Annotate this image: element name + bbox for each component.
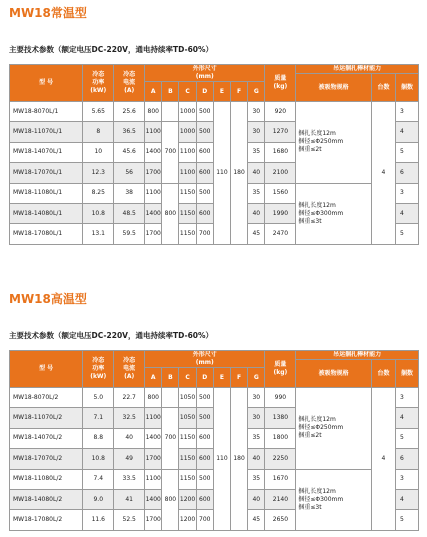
header-mass-line: 质量: [274, 75, 287, 82]
cell-lift-note: [296, 183, 372, 244]
cell-bundles: 4: [395, 122, 418, 142]
cell-mass: 920: [265, 102, 296, 122]
cell-mass: 1560: [265, 183, 296, 203]
cell-model: MW18-8070L/1: [10, 102, 83, 122]
cell-dim-c: 1100: [179, 163, 196, 183]
cell-power: 7.4: [83, 469, 114, 489]
cell-dim-g: 30: [248, 102, 265, 122]
cell-power: 11.6: [83, 510, 114, 530]
cell-model: MW18-17070L/2: [10, 449, 83, 469]
cell-dim-d: 700: [196, 510, 213, 530]
lift-note-line: 捆扎长度12m: [298, 487, 336, 495]
cell-power: 8.8: [83, 428, 114, 448]
cell-dim-a: 800: [145, 102, 162, 122]
header-mass-line: (kg): [273, 83, 288, 90]
cell-dim-c: 1150: [179, 224, 196, 244]
cell-dim-c: 1150: [179, 449, 196, 469]
cell-model: MW18-11080L/1: [10, 183, 83, 203]
cell-dim-d: 600: [196, 449, 213, 469]
cell-dim-a: 1700: [145, 163, 162, 183]
header-dimensions: [145, 351, 265, 368]
header-dim-g: G: [248, 368, 265, 388]
cell-model: MW18-8070L/2: [10, 388, 83, 408]
cell-current: 41: [114, 489, 145, 509]
lift-note-line: 捆重≤2t: [298, 432, 322, 440]
lift-note-line: 捆径≤Φ300mm: [298, 209, 344, 217]
cell-dim-a: 1100: [145, 408, 162, 428]
section-subtitle: 主要技术参数（额定电压DC-220V，通电持续率TD-60%）: [9, 45, 214, 54]
header-lift-group: [296, 65, 419, 74]
lift-note-line: 捆径≤Φ300mm: [298, 495, 344, 503]
header-current-line: 冷态: [123, 71, 136, 78]
header-dimensions-line: (mm): [195, 359, 214, 366]
cell-mass: 1680: [265, 142, 296, 162]
cell-dim-b: [162, 102, 179, 122]
cell-model: MW18-14080L/2: [10, 489, 83, 509]
cell-current: 52.5: [114, 510, 145, 530]
header-power-line: 功率: [92, 79, 105, 86]
cell-dim-g: 40: [248, 449, 265, 469]
cell-dim-a: 1100: [145, 469, 162, 489]
cell-current: 32.5: [114, 408, 145, 428]
cell-bundles: 4: [395, 408, 418, 428]
cell-lift-note: [296, 102, 372, 184]
cell-dim-f: 180: [231, 102, 248, 245]
header-lift-count-label: 台数: [377, 83, 390, 91]
cell-dim-b: 800: [162, 469, 179, 530]
table-row: [10, 102, 419, 122]
cell-bundles: 5: [395, 510, 418, 530]
header-lift-bundles: [395, 360, 418, 388]
cell-dim-g: 35: [248, 142, 265, 162]
cell-current: 25.6: [114, 102, 145, 122]
cell-dim-a: 1400: [145, 428, 162, 448]
section-title: MW18高温型: [9, 292, 87, 306]
cell-dim-g: 40: [248, 203, 265, 223]
header-dim-e: E: [213, 82, 230, 102]
cell-dim-g: 40: [248, 163, 265, 183]
header-current-line: (A): [124, 373, 135, 380]
header-mass: [265, 65, 296, 102]
cell-dim-a: 1400: [145, 142, 162, 162]
section-subtitle: 主要技术参数（额定电压DC-220V，通电持续率TD-60%）: [9, 331, 214, 340]
header-lift-desc-label: 被吸物规格: [318, 83, 349, 91]
lift-note-line: 捆扎长度12m: [298, 416, 336, 424]
header-dimensions-line: 外形尺寸: [192, 351, 217, 358]
header-mass-line: 质量: [274, 361, 287, 368]
cell-power: 13.1: [83, 224, 114, 244]
header-lift-count: [371, 74, 395, 102]
cell-current: 38: [114, 183, 145, 203]
header-dim-f: F: [231, 368, 248, 388]
header-lift-count: [371, 360, 395, 388]
header-mass-line: (kg): [273, 369, 288, 376]
cell-current: 59.5: [114, 224, 145, 244]
header-dimensions-line: 外形尺寸: [192, 65, 217, 72]
cell-dim-f: 180: [231, 388, 248, 531]
header-power-line: (kW): [90, 87, 107, 94]
cell-dim-c: 1000: [179, 122, 196, 142]
section-title: MW18常温型: [9, 6, 87, 20]
header-dim-g: G: [248, 82, 265, 102]
cell-dim-c: 1200: [179, 510, 196, 530]
cell-dim-g: 35: [248, 469, 265, 489]
cell-model: MW18-14080L/1: [10, 203, 83, 223]
cell-dim-a: 1700: [145, 510, 162, 530]
cell-power: 10.8: [83, 449, 114, 469]
cell-dim-g: 35: [248, 428, 265, 448]
cell-dim-e: 110: [213, 102, 230, 245]
cell-power: 9.0: [83, 489, 114, 509]
cell-bundles: 3: [395, 183, 418, 203]
header-model-label: 型 号: [39, 365, 54, 372]
header-lift-group-label: 吊运捆扎棒材能力: [333, 65, 382, 72]
header-row: [10, 65, 419, 74]
cell-lift-count: 4: [371, 388, 395, 531]
header-current: [114, 65, 145, 102]
lift-note-line: 捆重≤3t: [298, 503, 322, 511]
cell-dim-c: 1200: [179, 489, 196, 509]
cell-mass: 2250: [265, 449, 296, 469]
cell-dim-g: 30: [248, 408, 265, 428]
cell-power: 5.0: [83, 388, 114, 408]
header-lift-bundles-label: 捆数: [400, 83, 413, 91]
cell-bundles: 6: [395, 163, 418, 183]
cell-model: MW18-11070L/1: [10, 122, 83, 142]
cell-current: 36.5: [114, 122, 145, 142]
cell-dim-d: 500: [196, 469, 213, 489]
cell-bundles: 4: [395, 489, 418, 509]
cell-bundles: 3: [395, 469, 418, 489]
cell-model: MW18-14070L/2: [10, 428, 83, 448]
cell-model: MW18-11080L/2: [10, 469, 83, 489]
header-lift-group: [296, 351, 419, 360]
cell-bundles: 6: [395, 449, 418, 469]
cell-bundles: 3: [395, 388, 418, 408]
cell-dim-d: 500: [196, 408, 213, 428]
cell-bundles: 5: [395, 142, 418, 162]
cell-dim-d: 600: [196, 203, 213, 223]
spec-table: [9, 64, 419, 245]
header-dim-b: B: [162, 368, 179, 388]
cell-dim-g: 45: [248, 510, 265, 530]
cell-dim-g: 45: [248, 224, 265, 244]
header-dim-d: D: [196, 82, 213, 102]
cell-model: MW18-14070L/1: [10, 142, 83, 162]
cell-dim-c: 1050: [179, 388, 196, 408]
cell-model: MW18-17080L/2: [10, 510, 83, 530]
header-dim-c: C: [179, 82, 196, 102]
header-lift-desc: [296, 74, 372, 102]
cell-bundles: 5: [395, 224, 418, 244]
cell-dim-b: [162, 388, 179, 408]
cell-mass: 1800: [265, 428, 296, 448]
lift-note-line: 捆扎长度12m: [298, 201, 336, 209]
cell-lift-count: 4: [371, 102, 395, 245]
cell-current: 45.6: [114, 142, 145, 162]
cell-power: 10: [83, 142, 114, 162]
cell-dim-d: 600: [196, 489, 213, 509]
cell-current: 33.5: [114, 469, 145, 489]
cell-model: MW18-17070L/1: [10, 163, 83, 183]
lift-note-line: 捆径≤Φ250mm: [298, 424, 344, 432]
section-high-temp: [9, 290, 419, 531]
header-lift-desc: [296, 360, 372, 388]
header-lift-group-label: 吊运捆扎棒材能力: [333, 351, 382, 358]
cell-dim-a: 800: [145, 388, 162, 408]
header-lift-desc-label: 被吸物规格: [318, 369, 349, 377]
lift-note-line: 捆重≤2t: [298, 146, 322, 154]
header-model: [10, 351, 83, 388]
header-power-line: 冷态: [92, 71, 105, 78]
header-current: [114, 351, 145, 388]
cell-power: 7.1: [83, 408, 114, 428]
header-dim-d: D: [196, 368, 213, 388]
cell-dim-d: 500: [196, 102, 213, 122]
header-power: [83, 351, 114, 388]
header-dim-b: B: [162, 82, 179, 102]
cell-dim-g: 30: [248, 122, 265, 142]
cell-dim-d: 500: [196, 183, 213, 203]
cell-current: 22.7: [114, 388, 145, 408]
header-current-line: 冷态: [123, 357, 136, 364]
cell-dim-b: 700: [162, 122, 179, 183]
cell-model: MW18-17080L/1: [10, 224, 83, 244]
cell-dim-c: 1050: [179, 408, 196, 428]
header-mass: [265, 351, 296, 388]
header-current-line: (A): [124, 87, 135, 94]
cell-dim-g: 40: [248, 489, 265, 509]
section-normal-temp: [9, 4, 419, 245]
cell-dim-c: 1150: [179, 469, 196, 489]
header-model-label: 型 号: [39, 79, 54, 86]
lift-note-line: 捆径≤Φ250mm: [298, 138, 344, 146]
cell-bundles: 5: [395, 428, 418, 448]
header-model: [10, 65, 83, 102]
header-current-line: 电流: [123, 365, 136, 372]
cell-dim-g: 35: [248, 183, 265, 203]
cell-mass: 1670: [265, 469, 296, 489]
cell-mass: 2100: [265, 163, 296, 183]
cell-dim-e: 110: [213, 388, 230, 531]
cell-dim-b: 800: [162, 183, 179, 244]
table-row: [10, 388, 419, 408]
header-power-line: (kW): [90, 373, 107, 380]
cell-mass: 990: [265, 388, 296, 408]
cell-dim-d: 600: [196, 163, 213, 183]
cell-dim-d: 700: [196, 224, 213, 244]
cell-dim-d: 600: [196, 428, 213, 448]
cell-bundles: 3: [395, 102, 418, 122]
cell-dim-a: 1700: [145, 449, 162, 469]
cell-dim-c: 1150: [179, 428, 196, 448]
cell-power: 10.8: [83, 203, 114, 223]
cell-dim-a: 1100: [145, 122, 162, 142]
header-lift-count-label: 台数: [377, 369, 390, 377]
cell-lift-note: [296, 469, 372, 530]
cell-current: 49: [114, 449, 145, 469]
cell-power: 8: [83, 122, 114, 142]
lift-note-line: 捆重≤3t: [298, 217, 322, 225]
cell-dim-a: 1400: [145, 489, 162, 509]
cell-mass: 2470: [265, 224, 296, 244]
cell-dim-a: 1100: [145, 183, 162, 203]
header-dim-a: A: [145, 368, 162, 388]
header-dim-c: C: [179, 368, 196, 388]
lift-note-line: 捆扎长度12m: [298, 130, 336, 138]
header-row: [10, 351, 419, 360]
cell-dim-c: 1150: [179, 203, 196, 223]
cell-lift-note: [296, 388, 372, 470]
cell-mass: 2140: [265, 489, 296, 509]
spec-table: [9, 350, 419, 531]
cell-mass: 2650: [265, 510, 296, 530]
cell-current: 56: [114, 163, 145, 183]
cell-dim-d: 500: [196, 122, 213, 142]
cell-mass: 1990: [265, 203, 296, 223]
cell-dim-c: 1100: [179, 142, 196, 162]
cell-dim-d: 500: [196, 388, 213, 408]
header-power-line: 功率: [92, 365, 105, 372]
cell-dim-a: 1400: [145, 203, 162, 223]
header-dimensions: [145, 65, 265, 82]
cell-power: 5.65: [83, 102, 114, 122]
header-power: [83, 65, 114, 102]
cell-power: 12.3: [83, 163, 114, 183]
cell-dim-g: 30: [248, 388, 265, 408]
cell-dim-c: 1000: [179, 102, 196, 122]
cell-dim-c: 1150: [179, 183, 196, 203]
cell-power: 8.25: [83, 183, 114, 203]
cell-current: 40: [114, 428, 145, 448]
header-dimensions-line: (mm): [195, 73, 214, 80]
header-lift-bundles-label: 捆数: [400, 369, 413, 377]
header-power-line: 冷态: [92, 357, 105, 364]
cell-bundles: 4: [395, 203, 418, 223]
cell-dim-a: 1700: [145, 224, 162, 244]
cell-dim-b: 700: [162, 408, 179, 469]
cell-mass: 1380: [265, 408, 296, 428]
header-dim-e: E: [213, 368, 230, 388]
header-lift-bundles: [395, 74, 418, 102]
header-current-line: 电流: [123, 79, 136, 86]
cell-mass: 1270: [265, 122, 296, 142]
header-dim-f: F: [231, 82, 248, 102]
cell-model: MW18-11070L/2: [10, 408, 83, 428]
cell-dim-d: 600: [196, 142, 213, 162]
header-dim-a: A: [145, 82, 162, 102]
cell-current: 48.5: [114, 203, 145, 223]
